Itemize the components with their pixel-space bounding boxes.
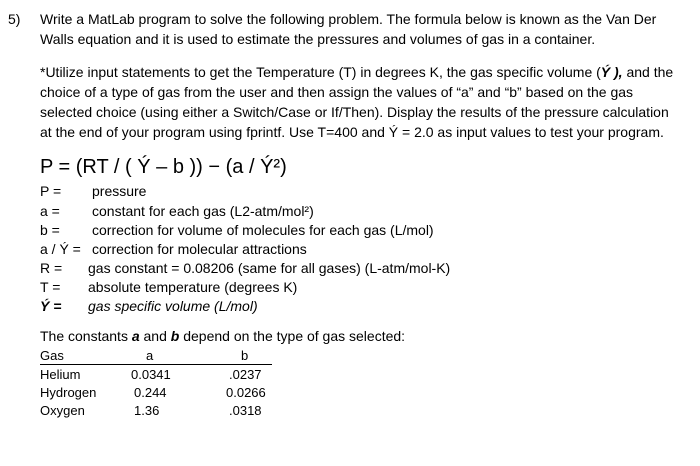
instruction-line-4: at the end of your program using fprintf. Use T=400 and Ý = 2.0 as input values to test your program. — [40, 124, 664, 140]
def-sym-a: a = — [40, 203, 60, 219]
instruction-line-1 — [40, 62, 673, 82]
def-desc-v: gas specific volume (L/mol) — [88, 298, 258, 314]
def-desc-a-over-v: correction for molecular attractions — [92, 241, 307, 257]
def-sym-b: b = — [40, 222, 60, 238]
def-desc-t: absolute temperature (degrees K) — [88, 279, 298, 295]
instruction-line-1-pre: *Utilize input statements to get the Temperature (T) in degrees K, the gas specific volume ( — [40, 64, 601, 80]
van-der-waals-formula: P = (RT / ( Ý – b )) − (a / Ý²) — [40, 156, 287, 178]
table-header-rule — [40, 364, 272, 365]
instruction-line-1-post: and the — [626, 64, 674, 80]
constants-intro — [40, 326, 405, 346]
table-row-oxygen-b: .0318 — [229, 403, 262, 418]
def-sym-t: T = — [40, 279, 61, 295]
def-desc-p: pressure — [92, 183, 147, 199]
def-desc-b: correction for volume of molecules for each gas (L/mol) — [92, 222, 434, 238]
def-desc-r: gas constant = 0.08206 (same for all gases) (L-atm/mol-K) — [88, 260, 451, 276]
constants-intro-post: depend on the type of gas selected: — [179, 328, 406, 344]
def-sym-v: Ý = — [40, 298, 62, 314]
table-header-gas: Gas — [40, 348, 64, 363]
problem-number: 5) — [8, 11, 21, 27]
instruction-line-1-symbol: Ý ), — [600, 64, 627, 80]
def-sym-r: R = — [40, 260, 63, 276]
table-row-hydrogen-a: 0.244 — [134, 385, 167, 400]
table-row-oxygen-a: 1.36 — [134, 403, 160, 418]
constants-intro-mid: and — [139, 328, 171, 344]
table-row-hydrogen-gas: Hydrogen — [40, 385, 97, 400]
table-row-helium-a: 0.0341 — [131, 367, 171, 382]
instruction-line-3: selected choice (using either a Switch/Case or If/Then). Display the results of the pressure calculation — [40, 104, 669, 120]
constants-intro-pre: The constants — [40, 328, 132, 344]
def-desc-a: constant for each gas (L2-atm/mol²) — [92, 203, 314, 219]
table-header-b: b — [241, 348, 249, 363]
table-header-a: a — [146, 348, 154, 363]
def-sym-a-over-v: a / Ý = — [40, 241, 81, 257]
def-sym-p: P = — [40, 183, 62, 199]
instruction-line-2: choice of a type of gas from the user and then assign the values of “a” and “b” based on the gas — [40, 84, 634, 100]
table-row-oxygen-gas: Oxygen — [40, 403, 85, 418]
intro-line-2: Walls equation and it is used to estimate the pressures and volumes of gas in a container. — [40, 31, 596, 47]
constants-intro-b: b — [170, 328, 180, 344]
intro-line-1: Write a MatLab program to solve the following problem. The formula below is known as the Van Der — [40, 11, 657, 27]
table-row-hydrogen-b: 0.0266 — [226, 385, 266, 400]
table-row-helium-b: .0237 — [229, 367, 262, 382]
table-row-helium-gas: Helium — [40, 367, 81, 382]
constants-intro-a: a — [131, 328, 140, 344]
